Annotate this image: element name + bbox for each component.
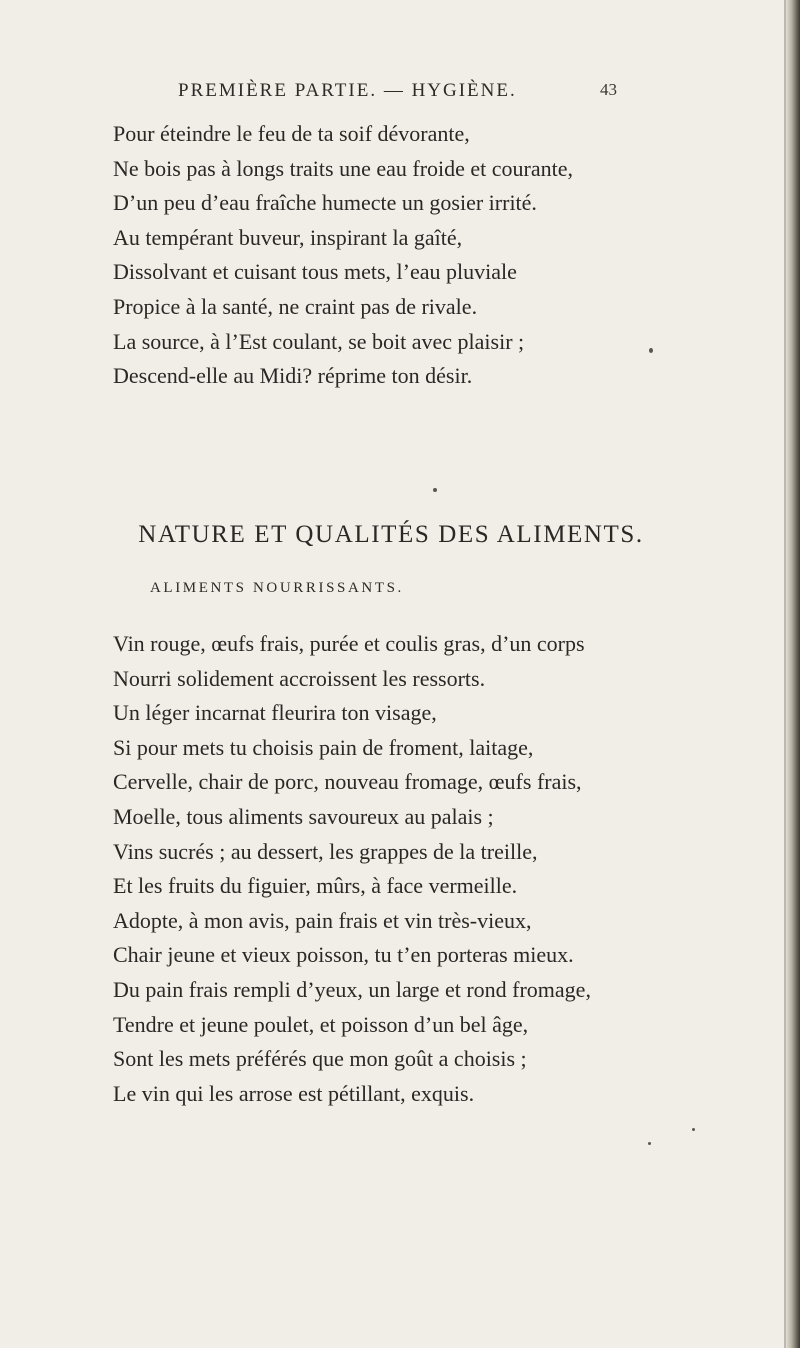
verse-line: Vin rouge, œufs frais, purée et coulis gras, d’un corps xyxy=(113,631,585,656)
paper-speck xyxy=(692,1128,695,1131)
running-head: PREMIÈRE PARTIE. — HYGIÈNE. xyxy=(178,80,517,101)
verse-line: Cervelle, chair de porc, nouveau fromage, œufs frais, xyxy=(113,769,582,795)
verse-line: Tendre et jeune poulet, et poisson d’un bel âge, xyxy=(113,1011,529,1037)
verse-line: Au tempérant buveur, inspirant la gaîté, xyxy=(113,224,463,250)
paper-speck xyxy=(648,1142,651,1145)
page-binding-edge xyxy=(786,0,800,1348)
verse-line: Propice à la santé, ne craint pas de rivale. xyxy=(113,293,478,319)
verse-line: Dissolvant et cuisant tous mets, l’eau pluviale xyxy=(113,259,517,285)
verse-line: Un léger incarnat fleurira ton visage, xyxy=(113,700,437,726)
verse-line: La source, à l’Est coulant, se boit avec plaisir ; xyxy=(113,328,525,354)
verse-line: Sont les mets préférés que mon goût a choisis ; xyxy=(113,1046,527,1072)
paper-speck xyxy=(433,488,437,492)
section-title: NATURE ET QUALITÉS DES ALIMENTS. xyxy=(138,521,644,548)
verse-line: Nourri solidement accroissent les ressorts. xyxy=(113,665,486,691)
verse-line: Le vin qui les arrose est pétillant, exquis. xyxy=(113,1080,475,1106)
verse-block-before xyxy=(113,117,773,394)
verse-line: Pour éteindre le feu de ta soif dévorante, xyxy=(113,121,470,146)
section-subtitle: ALIMENTS NOURRISSANTS. xyxy=(150,580,404,596)
verse-block-after xyxy=(113,627,773,1111)
verse-line: Ne bois pas à longs traits une eau froide et courante, xyxy=(113,155,574,181)
verse-line: Si pour mets tu choisis pain de froment, laitage, xyxy=(113,734,534,760)
verse-line: Du pain frais rempli d’yeux, un large et rond fromage, xyxy=(113,976,591,1002)
verse-line: Adopte, à mon avis, pain frais et vin très-vieux, xyxy=(113,907,532,933)
page-number: 43 xyxy=(600,80,617,99)
verse-line: Descend-elle au Midi? réprime ton désir. xyxy=(113,363,473,389)
verse-line: Moelle, tous aliments savoureux au palais ; xyxy=(113,803,494,829)
verse-line: D’un peu d’eau fraîche humecte un gosier irrité. xyxy=(113,190,537,216)
verse-line: Et les fruits du figuier, mûrs, à face vermeille. xyxy=(113,873,518,899)
verse-line: Vins sucrés ; au dessert, les grappes de la treille, xyxy=(113,838,538,864)
paper-speck xyxy=(649,348,653,353)
verse-line: Chair jeune et vieux poisson, tu t’en porteras mieux. xyxy=(113,942,574,968)
